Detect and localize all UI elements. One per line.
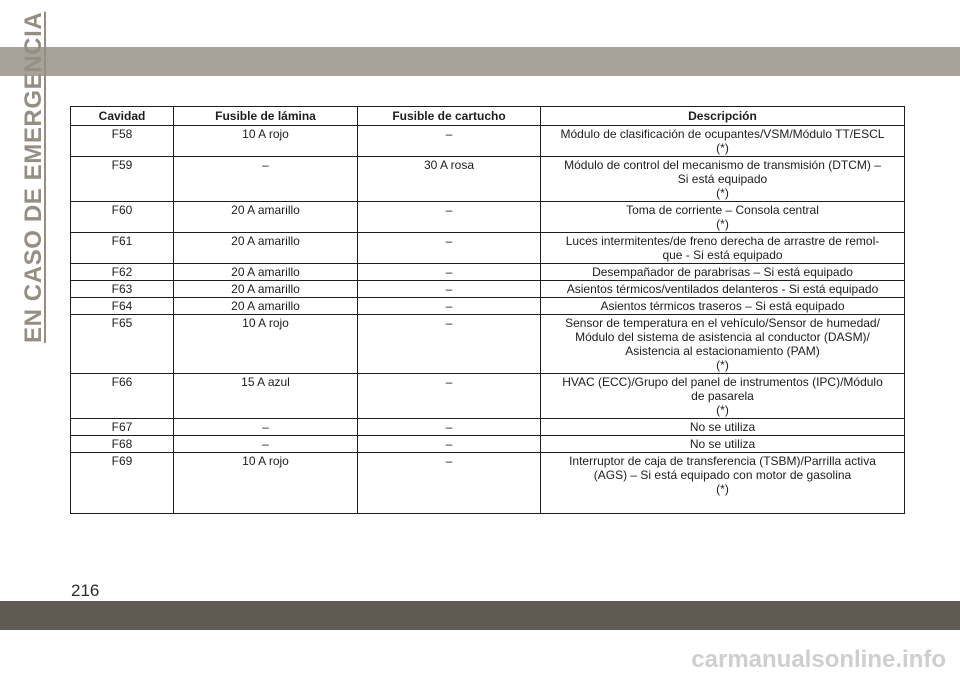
watermark-text: carmanualsonline.info bbox=[691, 646, 946, 673]
cell-description: No se utiliza bbox=[541, 436, 905, 453]
cell-blade-fuse: 15 A azul bbox=[174, 374, 358, 419]
page-number: 216 bbox=[71, 581, 100, 600]
cell-cartridge-fuse: – bbox=[358, 436, 541, 453]
table-row bbox=[71, 126, 905, 157]
cell-description: Módulo de control del mecanismo de transmisión (DTCM) – Si está equipado (*) bbox=[541, 157, 905, 202]
cell-cavity: F63 bbox=[71, 281, 174, 298]
table-row bbox=[71, 315, 905, 374]
cell-cartridge-fuse: 30 A rosa bbox=[358, 157, 541, 202]
table-row bbox=[71, 419, 905, 436]
cell-cartridge-fuse: – bbox=[358, 315, 541, 374]
header-blade-fuse: Fusible de lámina bbox=[174, 107, 358, 126]
cell-blade-fuse: 20 A amarillo bbox=[174, 298, 358, 315]
cell-cartridge-fuse: – bbox=[358, 374, 541, 419]
cell-cavity: F66 bbox=[71, 374, 174, 419]
cell-cavity: F65 bbox=[71, 315, 174, 374]
table-row bbox=[71, 264, 905, 281]
cell-blade-fuse: 10 A rojo bbox=[174, 126, 358, 157]
cell-cavity: F60 bbox=[71, 202, 174, 233]
cell-description: Asientos térmicos traseros – Si está equipado bbox=[541, 298, 905, 315]
cell-blade-fuse: – bbox=[174, 157, 358, 202]
cell-cartridge-fuse: – bbox=[358, 264, 541, 281]
table-row bbox=[71, 233, 905, 264]
header-cartridge-fuse: Fusible de cartucho bbox=[358, 107, 541, 126]
cell-description: Luces intermitentes/de freno derecha de arrastre de remol- que - Si está equipado bbox=[541, 233, 905, 264]
table-row bbox=[71, 298, 905, 315]
section-title-vertical: EN CASO DE EMERGENCIA bbox=[20, 11, 47, 343]
fuse-table bbox=[70, 106, 905, 514]
cell-cavity: F58 bbox=[71, 126, 174, 157]
cell-blade-fuse: 10 A rojo bbox=[174, 453, 358, 514]
cell-cavity: F61 bbox=[71, 233, 174, 264]
cell-description: No se utiliza bbox=[541, 419, 905, 436]
table-header-row bbox=[71, 107, 905, 126]
cell-description: Asientos térmicos/ventilados delanteros - Si está equipado bbox=[541, 281, 905, 298]
cell-description: Sensor de temperatura en el vehículo/Sensor de humedad/ Módulo del sistema de asistencia al conductor (DASM)/ Asistencia al estacionamiento (PAM) (*) bbox=[541, 315, 905, 374]
cell-description: Interruptor de caja de transferencia (TSBM)/Parrilla activa (AGS) – Si está equipado con motor de gasolina (*) bbox=[541, 453, 905, 514]
cell-cartridge-fuse: – bbox=[358, 126, 541, 157]
cell-description: Desempañador de parabrisas – Si está equipado bbox=[541, 264, 905, 281]
cell-cartridge-fuse: – bbox=[358, 419, 541, 436]
table-row bbox=[71, 453, 905, 514]
table-row bbox=[71, 157, 905, 202]
cell-blade-fuse: 20 A amarillo bbox=[174, 264, 358, 281]
cell-cavity: F62 bbox=[71, 264, 174, 281]
cell-cartridge-fuse: – bbox=[358, 298, 541, 315]
cell-cavity: F69 bbox=[71, 453, 174, 514]
cell-cartridge-fuse: – bbox=[358, 233, 541, 264]
table-row bbox=[71, 202, 905, 233]
table-row bbox=[71, 436, 905, 453]
cell-cartridge-fuse: – bbox=[358, 453, 541, 514]
cell-cavity: F59 bbox=[71, 157, 174, 202]
cell-cartridge-fuse: – bbox=[358, 202, 541, 233]
top-header-band bbox=[0, 47, 960, 76]
table-row bbox=[71, 374, 905, 419]
cell-blade-fuse: 20 A amarillo bbox=[174, 233, 358, 264]
cell-description: HVAC (ECC)/Grupo del panel de instrumentos (IPC)/Módulo de pasarela (*) bbox=[541, 374, 905, 419]
cell-cartridge-fuse: – bbox=[358, 281, 541, 298]
cell-description: Toma de corriente – Consola central (*) bbox=[541, 202, 905, 233]
table-row bbox=[71, 281, 905, 298]
cell-description: Módulo de clasificación de ocupantes/VSM/Módulo TT/ESCL (*) bbox=[541, 126, 905, 157]
cell-blade-fuse: 10 A rojo bbox=[174, 315, 358, 374]
bottom-footer-band bbox=[0, 601, 960, 630]
cell-cavity: F67 bbox=[71, 419, 174, 436]
cell-blade-fuse: 20 A amarillo bbox=[174, 202, 358, 233]
header-description: Descripción bbox=[541, 107, 905, 126]
cell-blade-fuse: – bbox=[174, 419, 358, 436]
header-cavity: Cavidad bbox=[71, 107, 174, 126]
cell-blade-fuse: 20 A amarillo bbox=[174, 281, 358, 298]
cell-cavity: F64 bbox=[71, 298, 174, 315]
cell-cavity: F68 bbox=[71, 436, 174, 453]
cell-blade-fuse: – bbox=[174, 436, 358, 453]
